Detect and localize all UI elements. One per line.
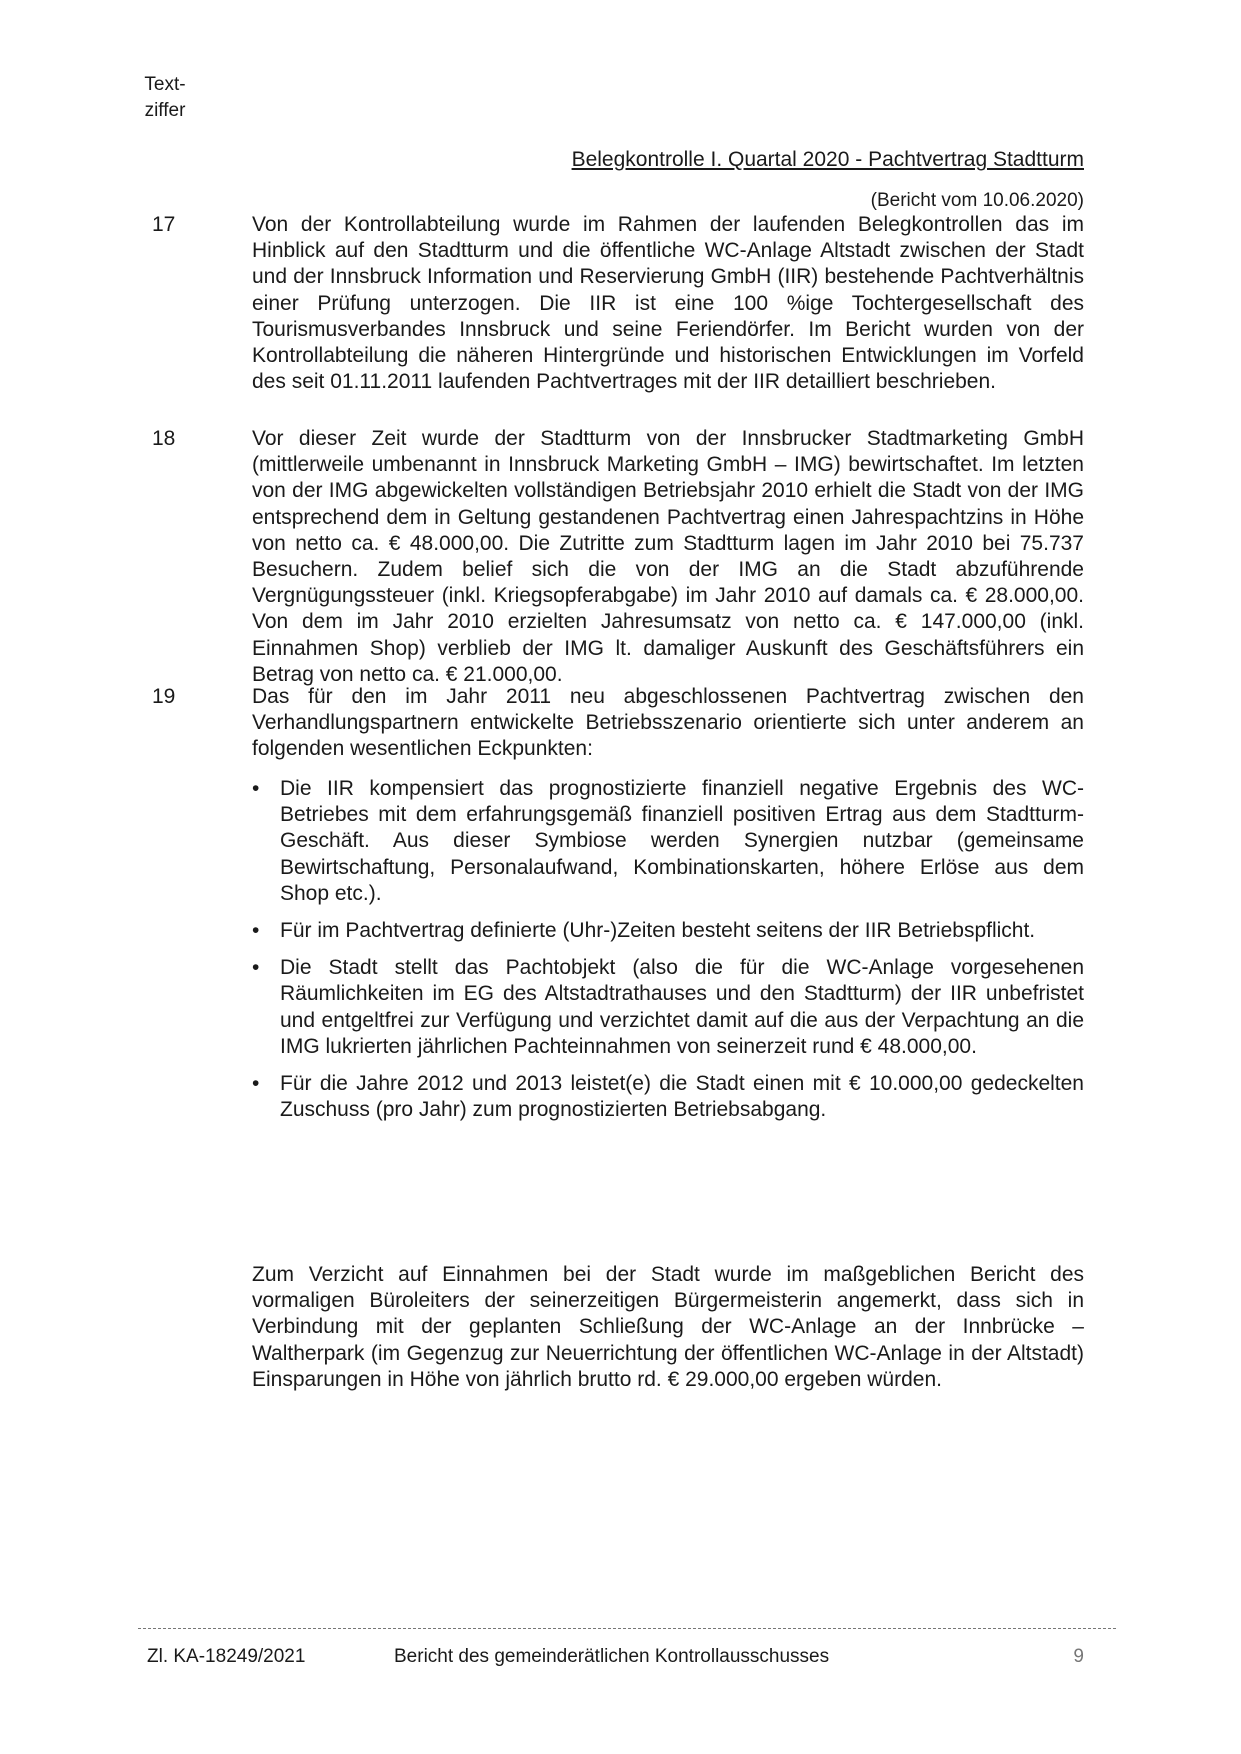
bullet-icon: • [252, 956, 260, 980]
bullet-icon: • [252, 1072, 260, 1096]
list-item-text: Die Stadt stellt das Pachtobjekt (also die für die WC-Anlage vorgesehenen Räumlichkeiten im EG des Altstadtrathauses und den Stadtturm) der IIR unbefristet und entgeltfrei zur Verfügung und verzichtet damit auf die aus der Verpachtung an die IMG lukrierten jährlichen Pachteinnahmen von seinerzeit rund € 48.000,00. [280, 956, 1084, 1058]
bullet-icon: • [252, 919, 260, 943]
report-date: (Bericht vom 10.06.2020) [870, 190, 1084, 211]
bullet-icon: • [252, 777, 260, 800]
footer-report-title: Bericht des gemeinderätlichen Kontrollausschusses [394, 1646, 830, 1667]
paragraph-17 [152, 212, 1084, 395]
list-item-text: Für im Pachtvertrag definierte (Uhr-)Zeiten besteht seitens der IIR Betriebspflicht. [280, 919, 1036, 943]
list-item [252, 955, 1084, 1060]
list-item-text: Die IIR kompensiert das prognostizierte finanziell negative Ergebnis des WC-Betriebes mit dem erfahrungsgemäß finanziell positiven Ertrag aus dem Stadtturm-Geschäft. Aus dieser Symbiose werden Synergien nutzbar (gemeinsame Bewirtschaftung, Personalaufwand, Kombinationskarten, höhere Erlöse aus dem Shop etc.). [280, 777, 1084, 905]
paragraph-number: 19 [152, 685, 176, 708]
page-number: 9 [1073, 1646, 1084, 1667]
margin-label-text: Text- ziffer [144, 74, 186, 121]
list-item [252, 918, 1084, 944]
paragraph-text: Das für den im Jahr 2011 neu abgeschlossenen Pachtvertrag zwischen den Verhandlungspartnern entwickelte Betriebsszenario orientierte sich unter anderem an folgenden wesentlichen Eckpunkten: [252, 685, 1084, 761]
footer-reference: Zl. KA-18249/2021 [147, 1646, 306, 1667]
bullet-list [252, 776, 1084, 1134]
paragraph-text: Von der Kontrollabteilung wurde im Rahmen der laufenden Belegkontrollen das im Hinblick auf den Stadtturm und die öffentliche WC-Anlage Altstadt zwischen der Stadt und der Innsbruck Information und Reservierung GmbH (IIR) bestehende Pachtverhältnis einer Prüfung unterzogen. Die IIR ist eine 100 %ige Tochtergesellschaft des Tourismusverbandes Innsbruck und seine Feriendörfer. Im Bericht wurden von der Kontrollabteilung die näheren Hintergründe und historischen Entwicklungen im Vorfeld des seit 01.11.2011 laufenden Pachtvertrages mit der IIR detailliert beschrieben. [252, 213, 1084, 394]
margin-label-textziffer [130, 72, 200, 124]
page-title: Belegkontrolle I. Quartal 2020 - Pachtvertrag Stadtturm [571, 148, 1084, 171]
footer-divider [138, 1628, 1116, 1629]
list-item [252, 776, 1084, 907]
closing-paragraph: Zum Verzicht auf Einnahmen bei der Stadt wurde im maßgeblichen Bericht des vormaligen Büroleiters der seinerzeitigen Bürgermeisterin angemerkt, dass sich in Verbindung mit der geplanten Schließung der WC-Anlage an der Innbrücke – Waltherpark (im Gegenzug zur Neuerrichtung der öffentlichen WC-Anlage in der Altstadt) Einsparungen in Höhe von jährlich brutto rd. € 29.000,00 ergeben würden. [252, 1263, 1084, 1391]
paragraph-18 [152, 426, 1084, 688]
paragraph-text: Vor dieser Zeit wurde der Stadtturm von der Innsbrucker Stadtmarketing GmbH (mittlerweile umbenannt in Innsbruck Marketing GmbH – IMG) bewirtschaftet. Im letzten von der IMG abgewickelten vollständigen Betriebsjahr 2010 erhielt die Stadt von der IMG entsprechend dem in Geltung gestandenen Pachtvertrag einen Jahrespachtzins in Höhe von netto ca. € 48.000,00. Die Zutritte zum Stadtturm lagen im Jahr 2010 bei 75.737 Besuchern. Zudem belief sich die von der IMG an die Stadt abzuführende Vergnügungssteuer (inkl. Kriegsopferabgabe) im Jahr 2010 auf damals ca. € 28.000,00. Von dem im Jahr 2010 erzielten Jahresumsatz von netto ca. € 147.000,00 (inkl. Einnahmen Shop) verblieb der IMG lt. damaliger Auskunft des Geschäftsführers ein Betrag von netto ca. € 21.000,00. [252, 427, 1084, 686]
list-item-text: Für die Jahre 2012 und 2013 leistet(e) die Stadt einen mit € 10.000,00 gedeckelten Zuschuss (pro Jahr) zum prognostizierten Betriebsabgang. [280, 1072, 1084, 1122]
paragraph-number: 18 [152, 427, 176, 450]
paragraph-19 [152, 684, 1084, 763]
paragraph-number: 17 [152, 213, 176, 236]
list-item [252, 1071, 1084, 1123]
